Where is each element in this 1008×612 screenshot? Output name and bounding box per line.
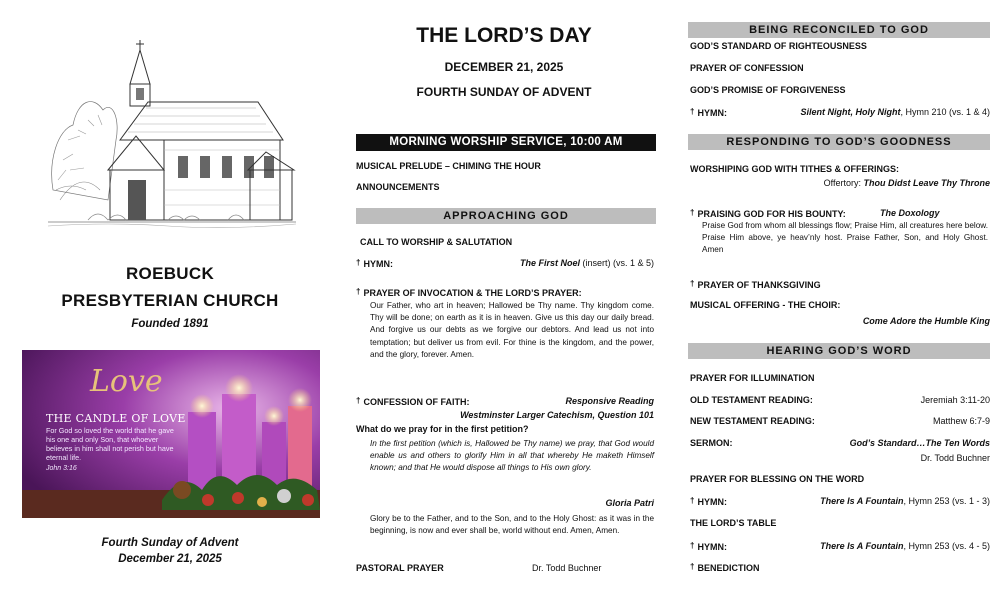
cover-footer-occasion: Fourth Sunday of Advent [101, 537, 239, 549]
hymn-label: HYMN: [697, 108, 727, 118]
prayer-of-confession: PRAYER OF CONFESSION [690, 63, 804, 73]
order-of-worship-column-2 [684, 0, 994, 612]
benediction-text: BENEDICTION [697, 563, 760, 573]
hymn-1-label [356, 258, 393, 269]
hymn-2-title: Silent Night, Holy Night [800, 107, 901, 117]
thanksgiving-label [690, 279, 821, 290]
nt-reading-label: NEW TESTAMENT READING: [690, 416, 815, 426]
page-title: THE LORD’S DAY [416, 24, 592, 47]
service-date: DECEMBER 21, 2025 [444, 60, 564, 74]
gloria-patri-text: Glory be to the Father, and to the Son, and to the Holy Ghost: as it was in the beginning, is now and ever shall be, world without end. Amen, Amen. [370, 514, 654, 536]
ot-reading-label: OLD TESTAMENT READING: [690, 395, 813, 405]
responding-bar: RESPONDING TO GOD’S GOODNESS [688, 134, 990, 150]
benediction-label [690, 562, 759, 573]
hymn-label: HYMN: [363, 259, 393, 269]
hymn-4-detail [820, 541, 990, 551]
offertory-label: Offertory: [823, 178, 864, 188]
sermon-title: God’s Standard…The Ten Words [849, 438, 990, 448]
gloria-patri-title: Gloria Patri [605, 498, 654, 508]
dagger-icon: † [690, 541, 695, 550]
card-verse-reference: John 3:16 [46, 465, 77, 472]
hymn-label: HYMN: [697, 497, 727, 507]
dagger-icon: † [356, 287, 361, 296]
prayer-for-illumination: PRAYER FOR ILLUMINATION [690, 373, 815, 383]
dagger-icon: † [690, 107, 695, 116]
hymn-1-numbers: (insert) (vs. 1 & 5) [579, 258, 654, 268]
gods-standard: GOD’S STANDARD OF RIGHTEOUSNESS [690, 41, 867, 51]
hymn-3-numbers: , Hymn 253 (vs. 1 - 3) [903, 496, 990, 506]
service-time-bar: MORNING WORSHIP SERVICE, 10:00 AM [356, 134, 656, 151]
hymn-3-label [690, 496, 727, 507]
service-occasion: FOURTH SUNDAY OF ADVENT [416, 85, 592, 99]
hymn-3-title: There Is A Fountain [820, 496, 904, 506]
catechism-answer: In the first petition (which is, Hallowed be Thy name) we pray, that God would enable us and others to glorify Him in all that whereby He maketh Himself known; and that He would dispose all things to His own glory. [370, 439, 654, 473]
tithes-offerings: WORSHIPING GOD WITH TITHES & OFFERINGS: [690, 164, 899, 174]
catechism-question: Westminster Larger Catechism, Question 101 [460, 410, 654, 420]
church-sketch-image [48, 40, 296, 230]
promise-of-forgiveness: GOD’S PROMISE OF FORGIVENESS [690, 85, 846, 95]
musical-prelude: MUSICAL PRELUDE – CHIMING THE HOUR [356, 161, 541, 171]
bounty-text: PRAISING GOD FOR HIS BOUNTY: [697, 209, 846, 219]
confession-label [356, 396, 469, 407]
nt-reading-ref: Matthew 6:7-9 [932, 416, 990, 426]
bounty-label [690, 208, 846, 219]
invocation-label [356, 287, 582, 298]
doxology-title: The Doxology [880, 208, 940, 218]
church-name-line2: PRESBYTERIAN CHURCH [61, 291, 279, 310]
dagger-icon: † [690, 496, 695, 505]
reconciled-bar: BEING RECONCILED TO GOD [688, 22, 990, 38]
cover-column [0, 0, 330, 612]
offertory [824, 178, 990, 188]
sermon-preacher: Dr. Todd Buchner [920, 453, 990, 463]
sermon-label: SERMON: [690, 438, 733, 448]
card-title: THE CANDLE OF LOVE [46, 412, 186, 425]
confession-text: CONFESSION OF FAITH: [363, 397, 470, 407]
call-to-worship: CALL TO WORSHIP & SALUTATION [360, 237, 513, 247]
hymn-1-detail [520, 258, 654, 268]
dagger-icon: † [690, 562, 695, 571]
dagger-icon: † [356, 258, 361, 267]
pastoral-prayer-leader: Dr. Todd Buchner [532, 563, 602, 573]
hymn-4-numbers: , Hymn 253 (vs. 4 - 5) [903, 541, 990, 551]
prayer-for-blessing: PRAYER FOR BLESSING ON THE WORD [690, 474, 865, 484]
doxology-text: Praise God from whom all blessings flow; Praise Him, all creatures here below. Praise Him above, ye heav’nly host. Praise Father, Son, and Holy Ghost. Amen [702, 221, 988, 255]
pastoral-prayer: PASTORAL PRAYER [356, 563, 444, 573]
hymn-1-title: The First Noel [519, 258, 580, 268]
hymn-3-detail [820, 496, 990, 506]
hymn-label: HYMN: [697, 542, 727, 552]
catechism-question-text: What do we pray for in the first petition? [356, 424, 529, 434]
offertory-title: Thou Didst Leave Thy Throne [863, 178, 990, 188]
dagger-icon: † [356, 396, 361, 405]
choir-piece: Come Adore the Humble King [862, 316, 990, 326]
thanksgiving-text: PRAYER OF THANKSGIVING [697, 280, 821, 290]
musical-offering: MUSICAL OFFERING - THE CHOIR: [690, 300, 841, 310]
candle-of-love-image [22, 350, 320, 518]
church-name-line1: ROEBUCK [125, 264, 215, 283]
dagger-icon: † [690, 279, 695, 288]
approaching-god-bar: APPROACHING GOD [356, 208, 656, 224]
lords-prayer-text: Our Father, who art in heaven; Hallowed be Thy name. Thy kingdom come. Thy will be done; on earth as it is in heaven. Give us this day our daily bread. And forgive us our debts as we forgive our debtors. And lead us not into temptation; but deliver us from evil. For thine is the kingdom, and the power, and the glory, forever. Amen. [370, 301, 654, 359]
lords-table: THE LORD’S TABLE [690, 518, 777, 528]
card-verse: For God so loved the world that he gave his one and only Son, that whoever believes in him shall not perish but have eternal life. [46, 426, 174, 462]
dagger-icon: † [690, 208, 695, 217]
founded-year: Founded 1891 [131, 318, 209, 330]
order-of-worship-column-1 [348, 0, 660, 612]
invocation-text: PRAYER OF INVOCATION & THE LORD’S PRAYER: [363, 288, 582, 298]
ot-reading-ref: Jeremiah 3:11-20 [920, 395, 990, 405]
card-love-script: Love [90, 364, 163, 399]
hymn-4-label [690, 541, 727, 552]
hearing-bar: HEARING GOD’S WORD [688, 343, 990, 359]
announcements: ANNOUNCEMENTS [356, 182, 440, 192]
hymn-2-numbers: , Hymn 210 (vs. 1 & 4) [900, 107, 990, 117]
hymn-2-detail [800, 107, 990, 117]
responsive-reading: Responsive Reading [565, 396, 654, 406]
hymn-4-title: There Is A Fountain [820, 541, 904, 551]
cover-footer-date: December 21, 2025 [118, 553, 222, 565]
hymn-2-label [690, 107, 727, 118]
